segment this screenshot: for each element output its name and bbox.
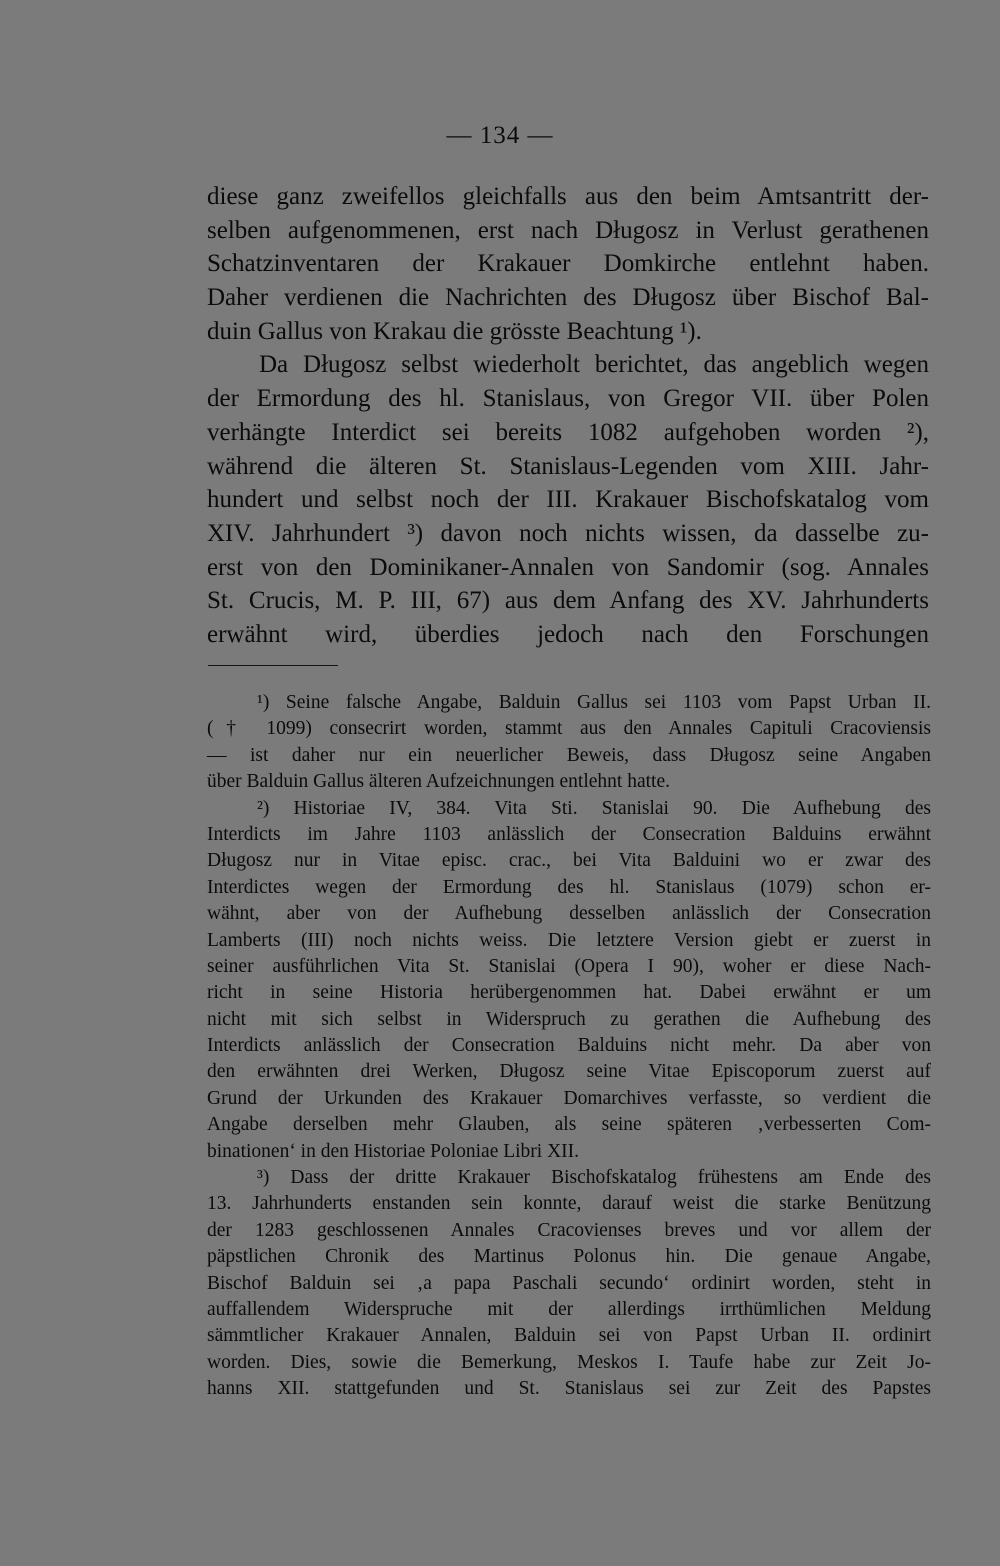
footnote-line: ³) Dass der dritte Krakauer Bischofskatalog frühestens am Ende des	[257, 1167, 931, 1189]
footnote-separator	[208, 665, 338, 666]
footnote-line: Grund der Urkunden des Krakauer Domarchives verfasste, so verdient die	[207, 1087, 931, 1109]
main-text	[207, 180, 929, 652]
footnote-line: Interdictes wegen der Ermordung des hl. Stanislaus (1079) schon er-	[207, 876, 931, 898]
text-line: erwähnt wird, überdies jedoch nach den Forschungen	[207, 620, 929, 648]
text-line: hundert und selbst noch der III. Krakauer Bischofskatalog vom	[207, 486, 929, 514]
footnote-line: binationen‘ in den Historiae Poloniae Libri XII.	[207, 1140, 580, 1162]
footnote-line: ²) Historiae IV, 384. Vita Sti. Stanislai 90. Die Aufhebung des	[257, 797, 931, 819]
text-line: duin Gallus von Krakau die grösste Beachtung ¹).	[207, 317, 702, 345]
text-line: Da Długosz selbst wiederholt berichtet, das angeblich wegen	[259, 351, 929, 379]
text-line: St. Crucis, M. P. III, 67) aus dem Anfang des XV. Jahrhunderts	[207, 587, 929, 615]
footnote-line: über Balduin Gallus älteren Aufzeichnungen entlehnt hatte.	[207, 771, 670, 793]
footnote-line: worden. Dies, sowie die Bemerkung, Meskos I. Taufe habe zur Zeit Jo-	[207, 1351, 931, 1373]
footnote-line: seiner ausführlichen Vita St. Stanislai (Opera I 90), woher er diese Nach-	[207, 955, 931, 977]
text-line: der Ermordung des hl. Stanislaus, von Gregor VII. über Polen	[207, 385, 929, 413]
footnote-line: sämmtlicher Krakauer Annalen, Balduin sei von Papst Urban II. ordinirt	[207, 1325, 931, 1347]
footnote-line: ¹) Seine falsche Angabe, Balduin Gallus sei 1103 vom Papst Urban II.	[257, 692, 931, 713]
footnote-line: der 1283 geschlossenen Annales Cracovienses breves und vor allem der	[207, 1219, 931, 1241]
text-line: selben aufgenommenen, erst nach Długosz in Verlust gerathenen	[207, 216, 929, 244]
text-line: diese ganz zweifellos gleichfalls aus den beim Amtsantritt der-	[207, 183, 929, 210]
footnote-line: 13. Jahrhunderts enstanden sein konnte, darauf weist die starke Benützung	[207, 1193, 931, 1215]
footnote-line: Długosz nur in Vitae episc. crac., bei Vita Balduini wo er zwar des	[207, 850, 931, 872]
footnote-line: — ist daher nur ein neuerlicher Beweis, dass Długosz seine Angaben	[207, 744, 931, 766]
footnote-line: nicht mit sich selbst in Widerspruch zu gerathen die Aufhebung des	[207, 1008, 931, 1030]
footnote-line: auffallendem Widerspruche mit der allerdings irrthümlichen Meldung	[207, 1298, 931, 1320]
text-line: verhängte Interdict sei bereits 1082 aufgehoben worden ²),	[207, 418, 929, 446]
footnote-line: Angabe derselben mehr Glauben, als seine späteren ‚verbesserten Com-	[207, 1114, 931, 1136]
footnote-line: († 1099) consecrirt worden, stammt aus den Annales Capituli Cracoviensis	[207, 718, 931, 740]
footnote-line: den erwähnten drei Werken, Długosz seine Vitae Episcoporum zuerst auf	[207, 1061, 931, 1083]
footnote-line: Lamberts (III) noch nichts weiss. Die letztere Version giebt er zuerst in	[207, 929, 931, 951]
footnote-line: päpstlichen Chronik des Martinus Polonus hin. Die genaue Angabe,	[207, 1246, 931, 1268]
text-line: Daher verdienen die Nachrichten des Długosz über Bischof Bal-	[207, 284, 929, 312]
footnote-line: wähnt, aber von der Aufhebung desselben anlässlich der Consecration	[207, 903, 931, 925]
text-line: während die älteren St. Stanislaus-Legenden vom XIII. Jahr-	[207, 452, 929, 480]
text-line: Schatzinventaren der Krakauer Domkirche entlehnt haben.	[207, 250, 929, 278]
text-line: XIV. Jahrhundert ³) davon noch nichts wissen, da dasselbe zu-	[207, 519, 929, 547]
footnote-line: hanns XII. stattgefunden und St. Stanislaus sei zur Zeit des Papstes	[207, 1378, 931, 1400]
footnotes	[207, 690, 931, 1403]
footnote-line: Interdicts anlässlich der Consecration Balduins nicht mehr. Da aber von	[207, 1035, 931, 1057]
page-number: — 134 —	[446, 122, 554, 149]
footnote-line: Interdicts im Jahre 1103 anlässlich der Consecration Balduins erwähnt	[207, 823, 931, 845]
text-line: erst von den Dominikaner-Annalen von Sandomir (sog. Annales	[207, 553, 929, 581]
footnote-line: richt in seine Historia herübergenommen hat. Dabei erwähnt er um	[207, 982, 931, 1004]
footnote-line: Bischof Balduin sei ‚a papa Paschali secundo‘ ordinirt worden, steht in	[207, 1272, 931, 1294]
